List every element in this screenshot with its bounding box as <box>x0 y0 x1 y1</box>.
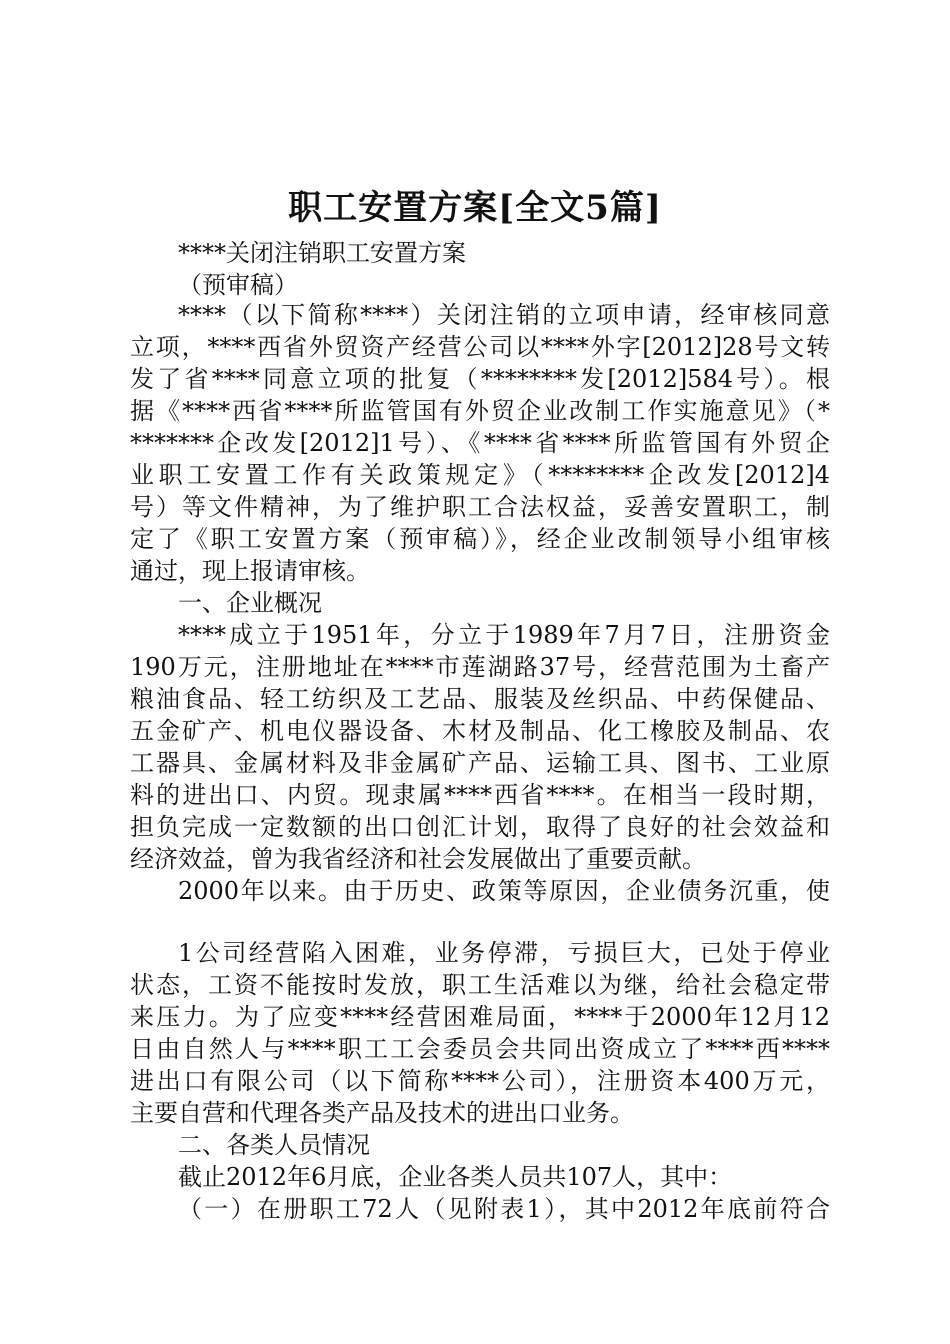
text-line: 进出口有限公司（以下简称****公司），注册资本400万元， <box>130 1067 830 1095</box>
text-line: 截止2012年6月底，企业各类人员共107人，其中： <box>178 1163 733 1191</box>
text-line: ****成立于1951年，分立于1989年7月7日，注册资金 <box>178 621 830 649</box>
text-line: 工器具、金属材料及非金属矿产品、运输工具、图书、工业原 <box>130 749 830 777</box>
text-line: 2000年以来。由于历史、政策等原因，企业债务沉重，使 <box>178 877 830 905</box>
text-line: 业职工安置工作有关政策规定》（********企改发[2012]4 <box>130 461 830 489</box>
text-line: 定了《职工安置方案（预审稿）》，经企业改制领导小组审核 <box>130 525 830 553</box>
text-line: 190万元，注册地址在****市莲湖路37号，经营范围为土畜产 <box>130 653 830 681</box>
section-heading: 二、各类人员情况 <box>178 1131 370 1159</box>
text-line: （一）在册职工72人（见附表1），其中2012年底前符合 <box>178 1195 830 1223</box>
text-line: 据《****西省****所监管国有外贸企业改制工作实施意见》（* <box>130 397 830 425</box>
text-line: 主要自营和代理各类产品及技术的进出口业务。 <box>130 1099 634 1127</box>
text-line: 立项，****西省外贸资产经营公司以****外字[2012]28号文转 <box>130 333 830 361</box>
text-line: ****（以下简称****）关闭注销的立项申请，经审核同意 <box>178 301 830 329</box>
text-line: 日由自然人与****职工工会委员会共同出资成立了****西**** <box>130 1035 830 1063</box>
text-line: 1公司经营陷入困难，业务停滞，亏损巨大，已处于停业 <box>178 939 830 967</box>
text-line: 发了省****同意立项的批复（********发[2012]584号）。根 <box>130 365 830 393</box>
text-line: 担负完成一定数额的出口创汇计划，取得了良好的社会效益和 <box>130 813 830 841</box>
text-line: （预审稿） <box>178 271 298 299</box>
text-line: 来压力。为了应变****经营困难局面，****于2000年12月12 <box>130 1003 830 1031</box>
section-heading: 一、企业概况 <box>178 589 322 617</box>
text-line: 料的进出口、内贸。现隶属****西省****。在相当一段时期， <box>130 781 830 809</box>
text-line: 号）等文件精神，为了维护职工合法权益，妥善安置职工，制 <box>130 493 830 521</box>
text-line: 粮油食品、轻工纺织及工艺品、服装及丝织品、中药保健品、 <box>130 685 830 713</box>
text-line: 经济效益，曾为我省经济和社会发展做出了重要贡献。 <box>130 845 706 873</box>
text-line: 状态，工资不能按时发放，职工生活难以为继，给社会稳定带 <box>130 971 830 999</box>
text-line: ****关闭注销职工安置方案 <box>178 239 466 267</box>
text-line: *******企改发[2012]1号）、《****省****所监管国有外贸企 <box>130 429 830 457</box>
text-line: 五金矿产、机电仪器设备、木材及制品、化工橡胶及制品、农 <box>130 717 830 745</box>
document-title: 职工安置方案[全文5篇] <box>288 188 662 228</box>
text-line: 通过，现上报请审核。 <box>130 557 370 585</box>
